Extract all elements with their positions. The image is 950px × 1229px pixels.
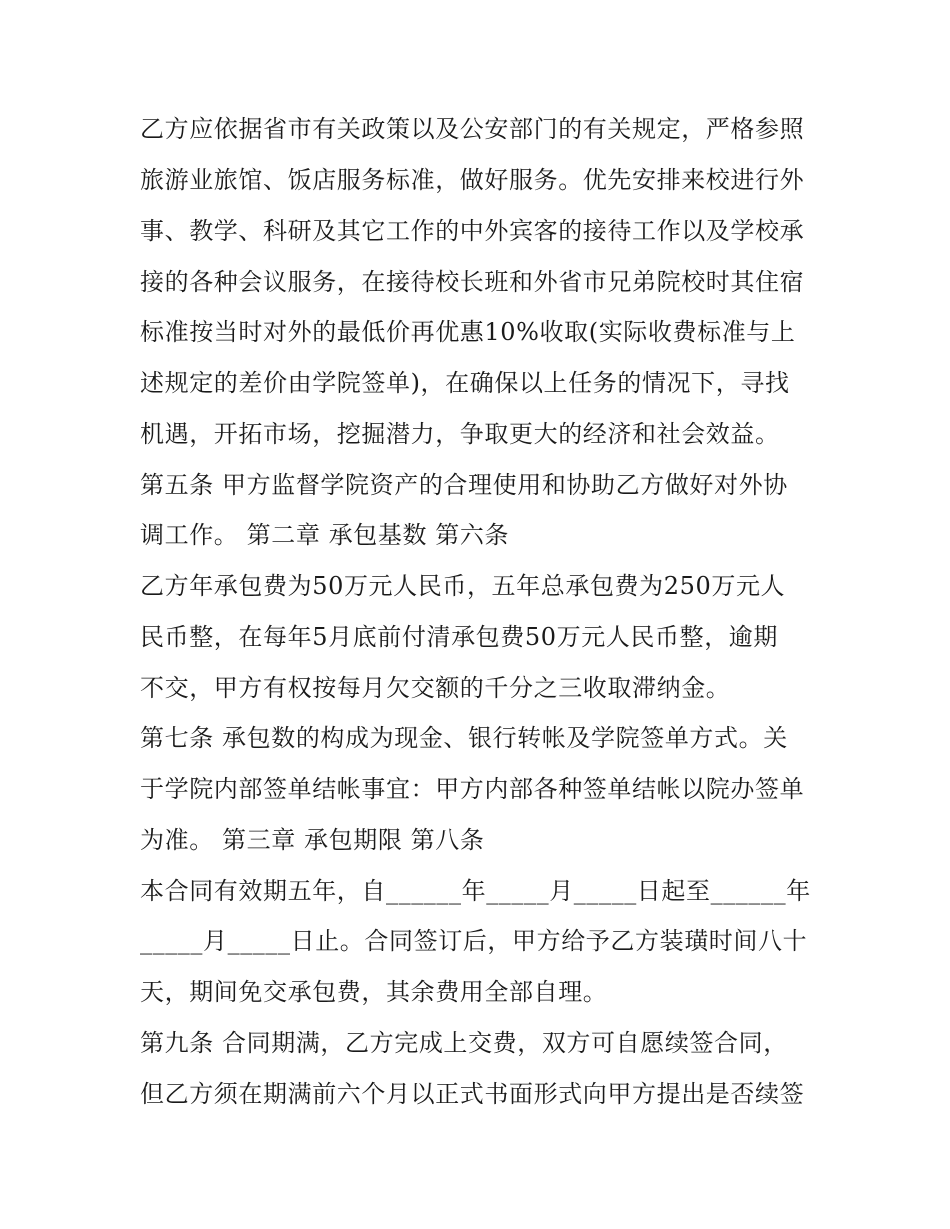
text-line: 天，期间免交承包费，其余费用全部自理。 [140,978,608,1006]
article-5-line: 第五条 甲方监督学院资产的合理使用和协助乙方做好对外协 [140,471,788,499]
text-line: 事、教学、科研及其它工作的中外宾客的接待工作以及学校承 [140,217,805,245]
text-line: 述规定的差价由学院签单)，在确保以上任务的情况下，寻找 [140,369,790,397]
text-line: 乙方年承包费为50万元人民币，五年总承包费为250万元人 [140,572,786,600]
chapter-3-heading-line: 为准。 第三章 承包期限 第八条 [140,826,485,854]
text-line: 接的各种会议服务，在接待校长班和外省市兄弟院校时其住宿 [140,268,805,296]
text-line: 机遇，开拓市场，挖掘潜力，争取更大的经济和社会效益。 [140,420,780,448]
text-line: 不交，甲方有权按每月欠交额的千分之三收取滞纳金。 [140,674,731,702]
text-line: 但乙方须在期满前六个月以正式书面形式向甲方提出是否续签 [140,1080,805,1108]
text-line: 民币整，在每年5月底前付清承包费50万元人民币整，逾期 [140,623,779,651]
contract-term-line: 本合同有效期五年，自______年_____月_____日起至______年 [140,877,811,905]
article-7-line: 第七条 承包数的构成为现金、银行转帐及学院签单方式。关 [140,724,788,752]
text-line: 于学院内部签单结帐事宜：甲方内部各种签单结帐以院办签单 [140,775,805,803]
article-9-line: 第九条 合同期满，乙方完成上交费，双方可自愿续签合同， [140,1029,788,1057]
text-line: 标准按当时对外的最低价再优惠10%收取(实际收费标准与上 [140,318,796,346]
text-line: 乙方应依据省市有关政策以及公安部门的有关规定，严格参照 [140,115,805,143]
text-line: _____月_____日止。合同签订后，甲方给予乙方装璜时间八十 [140,927,808,955]
text-line: 旅游业旅馆、饭店服务标准，做好服务。优先安排来校进行外 [140,166,805,194]
chapter-2-heading-line: 调工作。 第二章 承包基数 第六条 [140,521,510,549]
